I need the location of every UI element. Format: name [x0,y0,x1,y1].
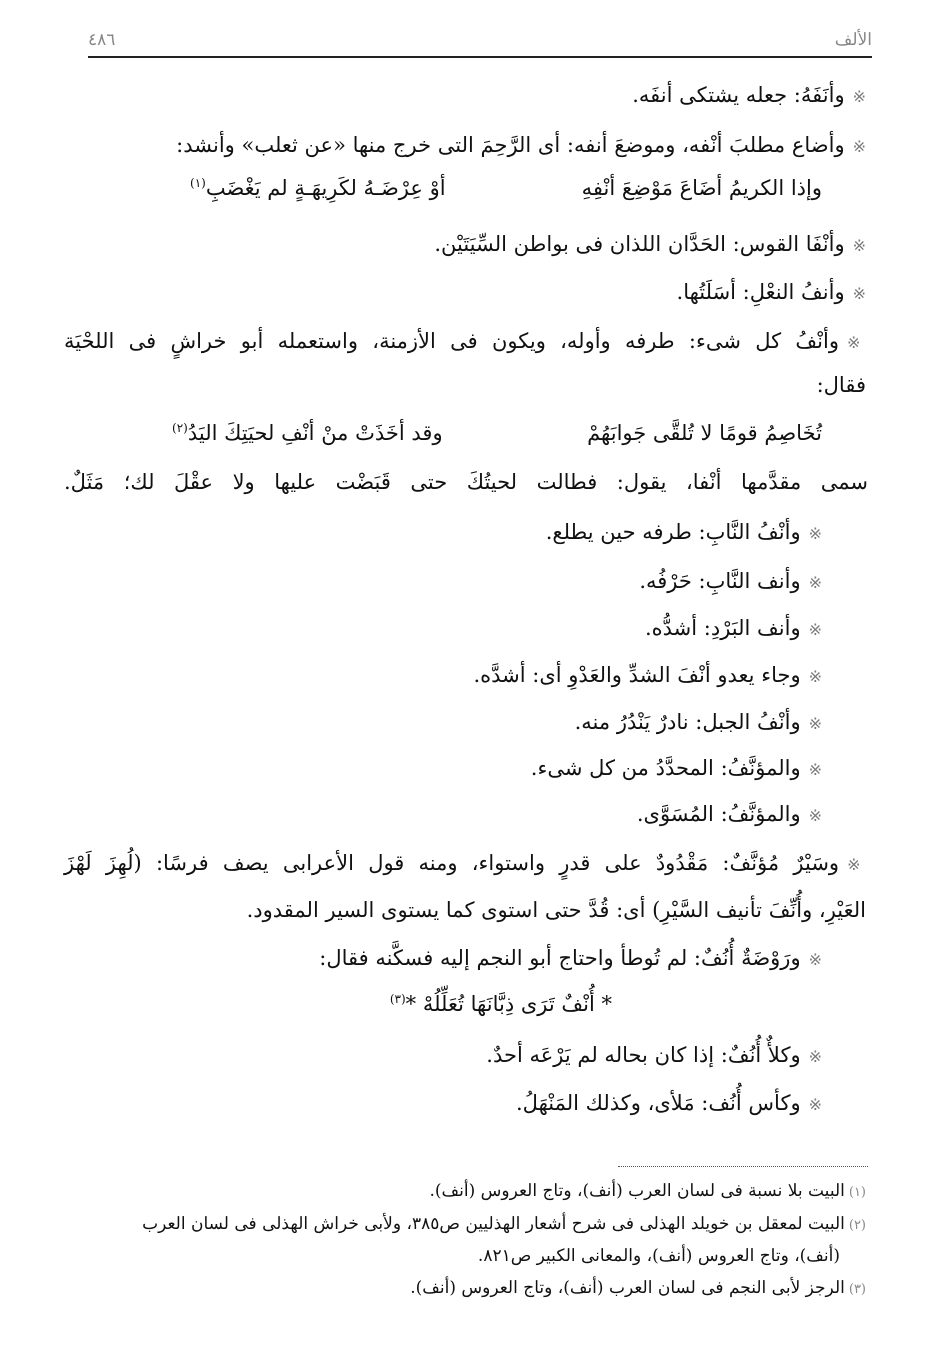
entry-bullet-icon: ※ [847,855,869,874]
entry-line [632,82,866,108]
entry-bullet-icon: ※ [808,1095,822,1114]
footnote [410,1277,866,1299]
verse-hemistich-right: وإذا الكريمُ أضَاعَ مَوْضِعَ أنْفِهِ [581,176,822,200]
entry-bullet-icon: ※ [846,333,868,352]
verse-text: أوْ عِرْضَـهُ لكَرِيهَـةٍ لم يَغْضَبِ [205,176,446,200]
entry-line: سمى مقدَّمها أنْفا، يقول: فطالت لحيتُكَ حتى قَبَضْت عليها ولا عقْلَ لك؛ مَثَلٌ. [64,470,868,494]
entry-bullet-icon: ※ [808,620,822,639]
entry-line [64,328,868,354]
page-number: ٤٨٦ [88,30,116,50]
entry-line [531,755,822,781]
verse-text: أُنْفٌ تَرَى ذِبَّانَهَا تُعَلِّلُهْ [422,992,595,1016]
entry-text: وأنْفَا القوس: الحَدَّان اللذان فى بواطن السِّيَتَيْن. [434,232,845,256]
footnote-number: (٢) [848,1218,866,1233]
entry-bullet-icon: ※ [808,573,822,592]
entry-line: العَيْرِ، وأُنِّفَ تأنيف السَّيْرِ) أى: قُدَّ حتى استوى كما يستوى السير المقدود. [246,898,866,922]
star-icon: * [405,992,417,1016]
entry-bullet-icon: ※ [808,1047,822,1066]
entry-line [319,945,822,971]
entry-text: وأنفُ النعْلِ: أسَلَتُها. [676,280,845,304]
entry-bullet-icon: ※ [808,806,822,825]
entry-bullet-icon: ※ [808,760,822,779]
entry-line [645,615,822,641]
entry-text: وسَيْرٌ مُؤنَّفٌ: مَقْدُودٌ على قدرٍ واستواء، ومنه قول الأعرابى يصف فرسًا: (لُهِزَ لَهْزَ [64,851,840,875]
entry-text: وأنْفُ كل شىء: طرفه وأوله، ويكون فى الأزمنة، واستعمله أبو خراشٍ فى اللحْيَة [64,329,839,353]
footnote-ref: (٣) [389,992,406,1006]
entry-bullet-icon: ※ [808,524,822,543]
entry-line [546,519,822,545]
entry-bullet-icon: ※ [852,137,866,156]
entry-bullet-icon: ※ [852,236,866,255]
verse-hemistich-right: تُخَاصِمُ قومًا لا تُلقَّى جَوابَهُمْ [587,421,822,445]
entry-text: وأنَفَهُ: جعله يشتكى أنفَه. [632,83,845,107]
footnote-number: (٣) [848,1282,866,1297]
entry-line [575,709,822,735]
entry-text: وكلأٌ أُنُفٌ: إذا كان بحاله لم يَرْعَه أحدٌ. [486,1043,801,1067]
verse-text: وقد أخَذَتْ منْ أنْفِ لحيَتِكَ اليَدُ [187,421,443,445]
entry-line [639,568,822,594]
entry-bullet-icon: ※ [808,714,822,733]
footnote-divider [618,1166,868,1167]
verse-hemistich-left [190,176,446,200]
entry-text: وأنف النَّابِ: حَرْفُه. [639,569,801,593]
entry-text: ورَوْضَةٌ أُنُفٌ: لم تُوطأ واحتاج أبو النجم إليه فسكَّنه فقال: [319,946,801,970]
entry-line [637,801,822,827]
entry-bullet-icon: ※ [852,87,866,106]
verse-hemistich-left [172,421,443,445]
section-title: الألف [834,30,872,50]
entry-text: وأضاع مطلبَ أنْفه، وموضعَ أنفه: أى الرَّحِمَ التى خرج منها «عن ثعلب» وأنشد: [176,133,845,157]
entry-line [677,279,866,305]
footnote-text: البيت لمعقل بن خويلد الهذلى فى شرح أشعار الهذليين ص٣٨٥، ولأبى خراش الهذلى فى لسان العرب [142,1214,845,1234]
entry-text: والمؤنَّفُ: المُسَوَّى. [636,802,801,826]
entry-bullet-icon: ※ [808,667,822,686]
footnote-ref: (١) [190,176,206,190]
entry-text: وأنْفُ النَّابِ: طرفه حين يطلع. [545,520,801,544]
footnote-text: الرجز لأبى النجم فى لسان العرب (أنف)، وتاج العروس (أنف). [410,1278,845,1298]
entry-text: وكأس أُنُف: مَلأى، وكذلك المَنْهَلُ. [516,1091,801,1115]
entry-line [64,850,868,876]
footnote-continuation: (أنف)، وتاج العروس (أنف)، والمعانى الكبير ص٨٢١. [477,1246,840,1266]
footnote-ref: (٢) [172,421,188,435]
entry-text: وأنْفُ الجبل: نادرٌ يَنْدُرُ منه. [574,710,801,734]
footnote [142,1213,866,1235]
entry-text: وأنف البَرْدِ: أشدُّه. [644,616,801,640]
entry-line [176,132,866,158]
entry-line [486,1042,822,1068]
entry-bullet-icon: ※ [852,284,866,303]
footnote [429,1180,866,1202]
entry-text: والمؤنَّفُ: المحدَّدُ من كل شىء. [530,756,801,780]
entry-text: وجاء يعدو أنْفَ الشدِّ والعَدْوِ أى: أشدَّه. [473,663,801,687]
footnote-text: البيت بلا نسبة فى لسان العرب (أنف)، وتاج العروس (أنف). [429,1181,845,1201]
entry-line: فقال: [816,373,866,397]
footnote-number: (١) [848,1185,866,1200]
star-icon: * [601,992,612,1016]
running-header [88,26,872,58]
entry-line [516,1090,822,1116]
entry-line [473,662,822,688]
entry-line [434,231,866,257]
entry-bullet-icon: ※ [808,950,822,969]
rajaz-verse [390,992,612,1016]
